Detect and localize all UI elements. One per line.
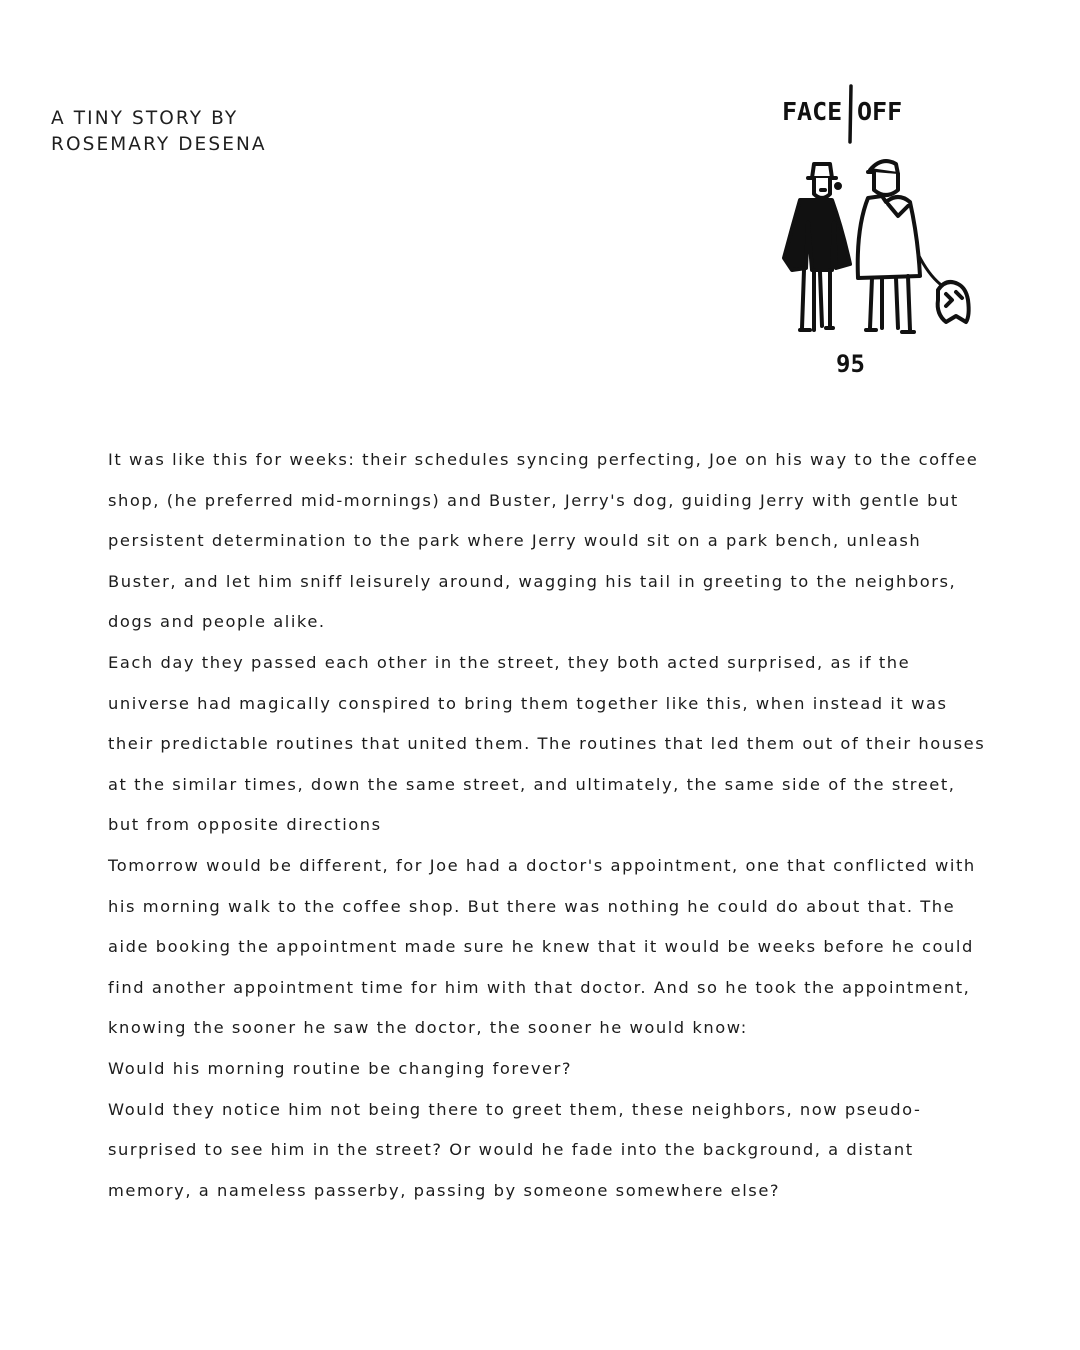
illustration-title-left: FACE xyxy=(782,97,843,126)
illustration-title-right: OFF xyxy=(857,97,903,126)
byline-line-1: A TINY STORY BY xyxy=(51,108,239,129)
story-paragraph: Each day they passed each other in the street, they both acted surprised, as if the universe had magically conspired to bring them together like this, when instead it was their predictable routines that united them. The routines that led them out of their houses at the similar times, down the same street, and ultimately, the same side of the street, but from opposite directions xyxy=(108,652,986,835)
story-paragraph: Tomorrow would be different, for Joe had a doctor's appointment, one that conflicted with his morning walk to the coffee shop. But there was nothing he could do about that. The aide booking the appointment made sure he knew that it would be weeks before he could find another appointment time for him with that doctor. And so he took the appointment, knowing the sooner he saw the doctor, the sooner he would know: xyxy=(108,855,976,1038)
illustration-number: 95 xyxy=(836,350,865,378)
byline-line-2: ROSEMARY DESENA xyxy=(51,134,267,155)
story-body xyxy=(108,440,988,1211)
face-off-illustration xyxy=(770,78,985,383)
story-paragraph: Would his morning routine be changing forever? xyxy=(108,1058,573,1078)
two-men-and-dog-drawing-icon xyxy=(770,78,985,383)
story-paragraph: It was like this for weeks: their schedules syncing perfecting, Joe on his way to the coffee shop, (he preferred mid-mornings) and Buster, Jerry's dog, guiding Jerry with gentle but persistent determination to the park where Jerry would sit on a park bench, unleash Buster, and let him sniff leisurely around, wagging his tail in greeting to the neighbors, dogs and people alike. xyxy=(108,450,979,632)
story-paragraph: Would they notice him not being there to greet them, these neighbors, now pseudo-surprised to see him in the street? Or would he fade into the background, a distant memory, a nameless passerby, passing by someone somewhere else? xyxy=(108,1099,922,1200)
byline xyxy=(51,106,267,158)
